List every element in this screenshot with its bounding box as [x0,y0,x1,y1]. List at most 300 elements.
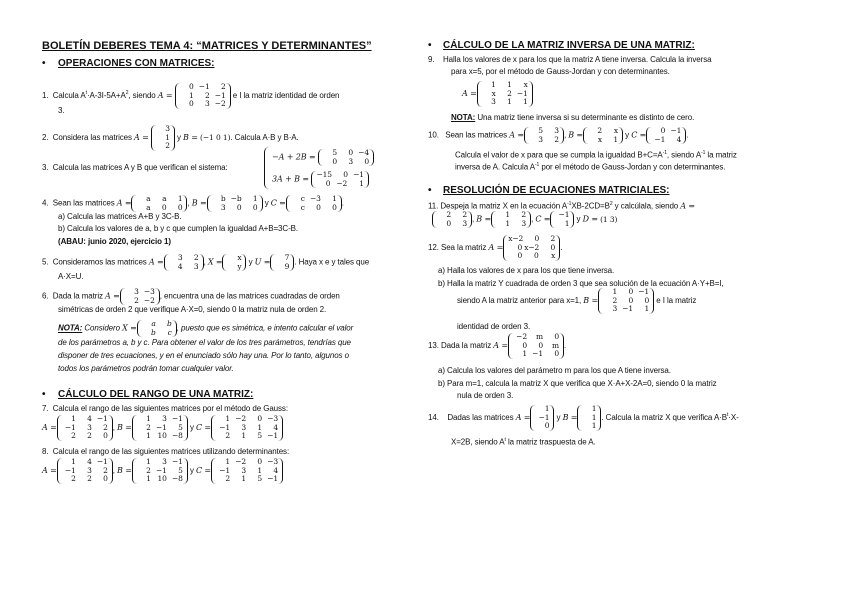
matrix-cell: −15 [316,170,332,179]
matrix-e7-a [57,415,113,441]
matrix-cell: −1 [171,414,183,423]
matrix-cell: 0 [161,202,167,212]
matrix-row [274,263,290,272]
matrix-cell: 1 [146,431,151,440]
exercise-12a: a) Halla los valores de x para los que tiene inversa. [438,266,615,275]
matrix-cell: 1 [507,97,512,106]
matrix-cell: −1 [670,126,682,135]
matrix-cell: 1 [522,349,527,358]
matrix-cell: −3 [143,287,155,296]
matrix-cell: 10 [157,431,167,440]
matrix-cell: 9 [284,261,290,271]
matrix-cell: 0 [538,340,543,350]
matrix-cell: −1 [96,414,108,423]
matrix-cell: 3 [538,134,543,144]
bullet: • [428,185,432,196]
bullet: • [42,58,46,69]
matrix-cell: 1 [241,474,247,483]
matrix-row [602,305,650,314]
matrix-cell: 1 [544,404,550,413]
matrix-cell: 1 [613,134,619,144]
matrix-e11-b [491,211,531,228]
matrix-cell: 1 [491,80,496,89]
matrix-cell: c [300,202,305,212]
exercise-1-cont: 3. [58,106,65,115]
matrix-cell: 2 [87,474,92,483]
matrix-e4-b [207,195,263,212]
matrix-row [61,467,109,476]
exercise-11-matrices: 2 2 0 3 , B = 1 2 1 3 , C = −1 1 y D = (1 3) [432,211,617,228]
matrix-row [512,350,560,359]
matrix-e12 [503,235,560,261]
matrix-cell: 2 [204,90,210,100]
matrix-row [650,136,682,145]
matrix-cell: 0 [257,414,263,423]
matrix-cell: b [167,319,172,328]
matrix-cell: 3 [87,465,92,475]
matrix-cell: x [597,134,603,144]
exercise-8: 8. Calcula el rango de las siguientes matrices utilizando determinantes: [42,447,290,456]
matrix-cell: 1 [507,80,512,89]
matrix-cell: 4 [87,457,92,466]
matrix-cell: 2 [71,431,76,440]
matrix-cell: 4 [676,134,682,144]
matrix-cell: 1 [146,414,151,423]
exercise-13b: b) Para m=1, calcula la matriz X que verifica que X·A+X-2A=0, siendo 0 la matriz [438,379,717,388]
matrix-row [155,142,171,151]
matrix-cell: 2 [507,88,512,98]
exercise-6-cont: simétricas de orden 2 que verifique A·X=0, siendo 0 la matriz nula de orden 2. [58,305,327,314]
matrix-cell: 1 [252,194,258,203]
exercise-7: 7. Calcula el rango de las siguientes matrices por el método de Gauss: [42,404,288,413]
matrix-cell: 5 [257,431,263,440]
matrix-cell: −2 [235,414,247,423]
exercise-6: 6. Dada la matriz A = 3 −3 2 −2 , encuentra una de las matrices cuadradas de orden [42,287,340,305]
exercise-14-cont: X=2B, siendo $A^t$ la matriz traspuesta de A. [451,437,596,447]
exercise-4a: a) Calcula las matrices A+B y 3C-B. [58,212,182,221]
matrix-row [554,220,570,229]
matrix-cell: 0 [348,148,354,157]
matrix-cell: −8 [171,431,183,440]
matrix-cell: 4 [87,414,92,423]
matrix-cell: 5 [257,474,263,483]
matrix-row [226,263,242,272]
exercise-6-note-4: todos los parámetros podrán tomar cualquier valor. [58,364,234,373]
matrix-row [528,136,560,145]
matrix-cell: 1 [241,431,247,440]
matrix-row [581,422,597,431]
matrix-e1 [175,83,231,109]
matrix-e10-a [524,127,564,144]
matrix-cell: 3 [162,414,167,423]
matrix-cell: 3 [241,465,247,475]
matrix-cell: −1 [638,287,650,296]
exercise-8-matrices: A = 1 4 −1 −1 3 2 2 2 0 , B = 1 3 −1 2 −1 5 1 10 −8 y C = 1 −2 0 −3 −1 3 1 4 2 1 5 −1 [42,458,283,484]
exercise-6-note-3: disponer de tres ecuaciones, y en el enunciado sólo hay una. Por lo tanto, algunos o [58,351,349,360]
matrix-cell: c [300,194,305,203]
exercise-14: 14. Dadas las matrices A = 1 −1 0 y B = 1 1 1 . Calcula la matriz X que verifica $A\cdot B^t\cdot X-$ [428,404,739,430]
matrix-row [507,244,556,253]
matrix-cell: b [151,327,156,337]
matrix-cell: −1 [267,474,279,483]
matrix-row [322,149,370,158]
matrix-cell: −1 [96,457,108,466]
matrix-cell: 0 [332,156,338,166]
matrix-cell: 3 [134,287,139,296]
matrix-e12-b [598,288,654,314]
matrix-cell: a [146,194,151,203]
matrix-cell: 1 [505,218,511,228]
matrix-e8-c [211,458,283,484]
matrix-cell: 3 [162,457,167,466]
matrix-cell: −1 [155,465,167,475]
matrix-cell: 1 [257,465,263,475]
exercise-7-matrices: A = 1 4 −1 −1 3 2 2 2 0 , B = 1 3 −1 2 −1 5 1 10 −8 y C = 1 −2 0 −3 −1 3 1 4 2 1 5 −1 [42,415,283,441]
matrix-cell: 7 [284,253,290,262]
matrix-cell: 0 [332,202,337,212]
matrix-cell: 2 [71,474,76,483]
matrix-cell: 0 [103,431,108,440]
matrix-cell: c [167,327,172,337]
exercise-10-cont: Calcula el valor de x para que se cumpla la igualdad $B+C=A^{-1}$, siendo $A^{-1}$ la matriz [455,150,737,160]
matrix-cell: 3 [165,124,170,133]
exercise-2: 2. Considera las matrices A = 3 1 2 y B = (−1 0 1). Calcula A·B y B·A. [42,124,299,150]
matrix-cell: 2 [103,465,108,475]
matrix-e6 [120,288,160,305]
exercise-4-source: (ABAU: junio 2020, ejercicio 1) [58,237,171,246]
matrix-cell: −1 [64,422,76,432]
matrix-e11-a [432,211,472,228]
matrix-row [215,475,279,484]
matrix-cell: −1 [64,465,76,475]
matrix-cell: 3 [521,218,527,228]
matrix-cell: 2 [554,134,559,144]
matrix-cell: 2 [134,295,139,305]
matrix-e9 [477,81,533,107]
matrix-cell: 3 [612,304,618,313]
matrix-e14-b [577,405,601,431]
matrix-cell: 1 [591,412,597,422]
matrix-cell: 0 [628,287,634,296]
exercise-12c: siendo A la matriz anterior para x=1, B = 1 0 −1 2 0 0 3 −1 1 e I la matriz [457,287,697,313]
matrix-cell: x [613,126,619,135]
matrix-cell: b [220,194,226,203]
page-title: BOLETÍN DEBERES TEMA 4: “MATRICES Y DETERMINANTES” [42,40,372,52]
exercise-4b: b) Calcula los valores de a, b y c que cumplen la igualdad A+B=3C-B. [58,224,299,233]
matrix-cell: 1 [71,414,76,423]
matrix-cell: −1 [353,170,364,179]
matrix-cell: y [237,261,242,271]
matrix-cell: 3 [241,422,247,432]
system-eq-1: −A + 2B = 5 0 −4 0 3 0 [272,149,374,166]
matrix-cell: 1 [177,194,183,203]
matrix-row [322,158,370,167]
exercise-6-note-2: de los parámetros a, b y c. Para obtener el valor de los tres parámetros, tendrías que [58,338,351,347]
matrix-cell: 5 [178,422,183,432]
system-brace [264,147,269,189]
matrix-cell: 1 [225,457,231,466]
matrix-e8-a [57,458,113,484]
matrix-cell: 2 [446,210,451,219]
matrix-row [168,263,200,272]
matrix-cell: x−2 [524,242,540,252]
matrix-cell: x [551,251,556,260]
matrix-cell: 10 [157,474,167,483]
exercise-13c: nula de orden 3. [457,391,514,400]
matrix-cell: 0 [544,421,550,430]
matrix-row [507,252,556,261]
matrix-cell: −1 [219,422,231,432]
matrix-cell: 0 [644,295,650,305]
matrix-cell: 2 [87,431,92,440]
matrix-cell: 0 [554,349,559,358]
matrix-row [495,220,527,229]
matrix-cell: 1 [225,414,231,423]
matrix-row [290,204,338,213]
matrix-row [61,424,109,433]
matrix-cell: 2 [597,126,603,135]
exercise-4: 4. Sean las matrices A = a a 1 a 0 0 , B = b −b 1 3 0 0 y C = c −3 1 c 0 0 . [42,194,344,212]
matrix-e10-c [646,127,686,144]
matrix-cell: 0 [316,202,321,212]
matrix-cell: 0 [534,234,540,243]
matrix-cell: 0 [252,202,258,212]
matrix-cell: a [146,202,151,212]
exercise-9-note: NOTA: Una matriz tiene inversa si su determinante es distinto de cero. [451,113,695,122]
matrix-cell: −2 [516,332,527,341]
matrix-cell: 2 [612,295,618,305]
section-resolucion: RESOLUCIÓN DE ECUACIONES MATRICIALES: [443,185,670,196]
matrix-cell: 1 [146,474,151,483]
matrix-row [215,432,279,441]
matrix-cell: −1 [171,457,183,466]
matrix-cell: 3 [87,422,92,432]
matrix-cell: 3 [177,253,183,262]
system-eq-2: 3A + B = −15 0 −1 0 −2 1 [272,171,369,188]
matrix-cell: x−2 [508,234,524,243]
matrix-row [315,180,365,189]
matrix-cell: −2 [143,295,155,305]
matrix-cell: 1 [165,132,170,142]
matrix-e4-a [131,195,187,212]
matrix-cell: −1 [654,134,666,144]
matrix-row [179,100,227,109]
matrix-cell: 0 [188,99,194,108]
matrix-row [587,136,619,145]
matrix-cell: −1 [155,422,167,432]
matrix-cell: 0 [177,202,183,212]
matrix-cell: 5 [332,148,338,157]
exercise-9: 9. Halla los valores de x para los que la matriz A tiene inversa. Calcula la inversa [428,55,712,64]
matrix-cell: 2 [225,431,231,440]
matrix-cell: −1 [516,88,528,98]
matrix-e11-c [550,211,574,228]
section-operaciones: OPERACIONES CON MATRICES: [58,58,215,69]
matrix-cell: 0 [628,295,634,305]
matrix-row [135,195,183,204]
matrix-cell: 1 [564,218,570,228]
exercise-9-matrix: A = 1 1 x x 2 −1 3 1 1 [462,81,533,107]
matrix-e7-b [132,415,188,441]
matrix-e5-x [222,254,246,271]
matrix-cell: 3 [204,99,210,108]
matrix-cell: −3 [309,194,321,203]
matrix-row [211,204,259,213]
matrix-cell: 1 [505,210,511,219]
matrix-e10-b [583,127,623,144]
matrix-cell: −1 [532,349,543,358]
matrix-cell: 2 [146,465,151,475]
matrix-row [481,90,529,99]
matrix-e8-b [132,458,188,484]
matrix-e14-a [530,405,554,431]
matrix-cell: 2 [550,234,556,243]
exercise-12d: identidad de orden 3. [457,322,531,331]
matrix-row [135,204,183,213]
matrix-cell: 0 [343,170,348,179]
exercise-13: 13. Dada la matriz A = −2 m 0 0 0 m 1 −1 0 . [428,332,567,358]
matrix-cell: −1 [538,412,550,422]
matrix-cell: 0 [257,457,263,466]
matrix-cell: 1 [359,178,364,188]
matrix-cell: 4 [177,261,183,271]
matrix-cell: −8 [171,474,183,483]
matrix-row [534,422,550,431]
matrix-cell: 2 [165,141,170,150]
matrix-e6-x [137,320,177,337]
matrix-cell: 4 [273,465,279,475]
matrix-cell: −1 [219,465,231,475]
matrix-cell: 1 [257,422,263,432]
matrix-e13 [508,333,564,359]
matrix-cell: 4 [273,422,279,432]
exercise-1: 1. Calcula $A^t\cdot A-3I-5A+A^2$, siendo A = 0 −1 2 1 2 −1 0 3 −2 e I la matriz identidad de orden [42,82,340,108]
matrix-e4-c [286,195,342,212]
matrix-cell: −1 [214,90,226,100]
matrix-cell: 3 [193,261,199,271]
matrix-row [124,297,156,306]
matrix-cell: 0 [517,251,523,260]
matrix-row [61,475,109,484]
matrix-cell: x [491,88,496,98]
matrix-cell: −1 [558,210,570,219]
matrix-row [141,329,173,338]
section-rango: CÁLCULO DEL RANGO DE UNA MATRIZ: [58,389,254,400]
matrix-cell: 0 [660,126,666,135]
matrix-cell: 0 [550,242,556,252]
exercise-9-cont: para x=5, por el método de Gauss-Jordan y con determinantes. [451,67,670,76]
matrix-cell: −1 [267,431,279,440]
matrix-cell: −1 [622,304,634,313]
matrix-row [136,475,184,484]
matrix-row [61,432,109,441]
matrix-cell: 0 [188,82,194,91]
matrix-cell: 3 [220,202,226,212]
matrix-cell: 5 [538,126,543,135]
matrix-cell: 2 [146,422,151,432]
matrix-cell: 2 [462,210,467,219]
matrix-row [211,195,259,204]
matrix-cell: 0 [522,340,527,350]
matrix-row [290,195,338,204]
matrix-e5-u [270,254,294,271]
matrix-row [436,220,468,229]
matrix-cell: 1 [644,304,650,313]
matrix-cell: 2 [521,210,527,219]
matrix-cell: 1 [591,404,597,413]
matrix-cell: −1 [198,82,210,91]
matrix-cell: −2 [214,99,226,108]
exercise-3: 3. Calcula las matrices A y B que verifican el sistema: [42,163,228,172]
matrix-cell: 3 [348,156,354,166]
matrix-cell: 1 [332,194,337,203]
matrix-cell: 3 [462,218,467,228]
matrix-cell: 2 [193,253,199,262]
exercise-12b: b) Halla la matriz Y cuadrada de orden 3 que sea solución de la ecuación A·Y+B=I, [438,279,724,288]
matrix-cell: −2 [336,178,348,188]
matrix-cell: a [151,319,156,328]
section-inversa: CÁLCULO DE LA MATRIZ INVERSA DE UNA MATRIZ: [443,40,695,51]
bullet: • [42,389,46,400]
matrix-row [136,432,184,441]
matrix-e2-a [151,125,175,151]
matrix-cell: 0 [103,474,108,483]
matrix-cell: 3 [554,126,559,135]
exercise-5-cont: A·X=U. [58,272,84,281]
matrix-row [602,288,650,297]
matrix-cell: 0 [236,202,242,212]
exercise-10-cont-2: inversa de A. Calcula $A^{-1}$ por el método de Gauss-Jordan y con determinantes. [455,162,726,172]
matrix-cell: −3 [267,457,279,466]
matrix-cell: 0 [446,218,451,228]
matrix-e5-a [164,254,204,271]
matrix-cell: 2 [103,422,108,432]
matrix-e7-c [211,415,283,441]
matrix-cell: 3 [491,97,496,106]
matrix-cell: −4 [358,148,370,157]
matrix-cell: 0 [517,242,523,252]
matrix-cell: −b [230,194,242,203]
bullet: • [428,40,432,51]
matrix-cell: 1 [188,90,194,100]
matrix-row [481,98,529,107]
matrix-cell: −3 [267,414,279,423]
matrix-cell: 0 [325,178,331,188]
matrix-cell: m [535,332,543,341]
matrix-cell: 0 [534,251,539,260]
matrix-e3-a [318,149,374,166]
matrix-cell: x [237,253,242,262]
matrix-cell: −2 [235,457,247,466]
matrix-cell: 1 [146,457,151,466]
exercise-10: 10. Sean las matrices A = 5 3 3 2 , B = 2 x x 1 y C = 0 −1 −1 4 . [428,126,689,144]
matrix-cell: x [523,80,528,89]
exercise-5: 5. Consideramos las matrices A = 3 2 4 3 , X = x y y U = 7 9 . Haya x e y tales que [42,253,370,271]
matrix-cell: 1 [71,457,76,466]
exercise-6-note: NOTA: Considero X = a b b c , puesto que es simétrica, e intento calcular el valor [58,319,354,337]
matrix-cell: m [551,340,559,350]
matrix-cell: 0 [364,156,370,166]
matrix-cell: 1 [612,287,618,296]
exercise-12: 12. Sea la matriz A = x−2 0 2 0 x−2 0 0 0 x . [428,234,563,260]
matrix-cell: 2 [225,474,231,483]
matrix-cell: 5 [178,465,183,475]
matrix-cell: 0 [554,332,559,341]
matrix-e3-b [311,171,369,188]
matrix-cell: 1 [591,421,597,430]
matrix-cell: a [162,194,167,203]
exercise-11: 11. Despeja la matriz X en la ecuación $A^{-1}XB-2CD=B^2$ y calcúlala, siendo A = [428,201,696,211]
